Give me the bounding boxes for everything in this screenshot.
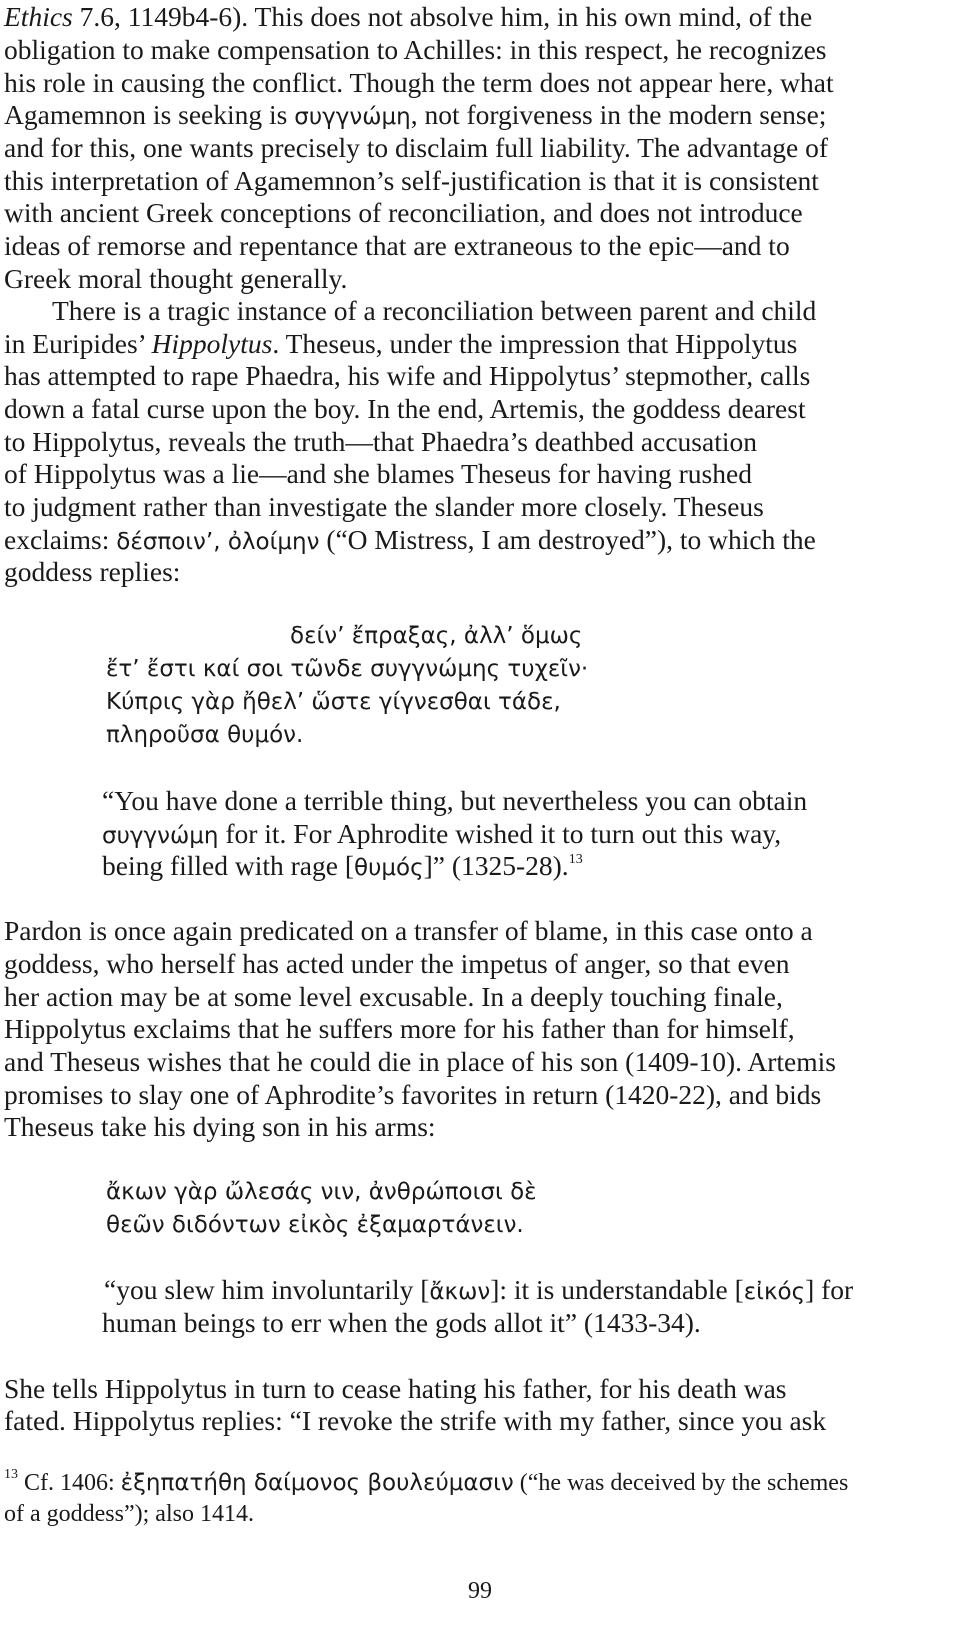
page-number: 99: [468, 1578, 492, 1604]
text-run: his role in causing the conflict. Though the term does not appear here, what: [4, 67, 834, 98]
translation-line: [102, 1306, 701, 1340]
text-run: for it. For Aphrodite wished it to turn out this way,: [218, 818, 782, 849]
greek-term: συγγνώμη: [294, 104, 411, 130]
paragraph-line: [4, 1404, 826, 1438]
text-run: being filled with rage [: [102, 850, 354, 881]
text-run: goddess, who herself has acted under the impetus of anger, so that even: [4, 948, 790, 979]
greek-term: εἰκός: [743, 1279, 806, 1305]
greek-verse-line: πληροῦσα θυμόν.: [106, 722, 304, 748]
paragraph-line: [4, 262, 347, 296]
paragraph-line: [4, 555, 180, 589]
footnote-line: [4, 1468, 848, 1498]
text-run: , not forgiveness in the modern sense;: [410, 99, 827, 130]
text-run: and Theseus wishes that he could die in place of his son (1409-10). Artemis: [4, 1046, 836, 1077]
text-run: to Hippolytus, reveals the truth—that Phaedra’s deathbed accusation: [4, 426, 757, 457]
text-run: (“he was deceived by the schemes: [513, 1470, 849, 1496]
italic-title: Ethics: [4, 1, 73, 32]
text-run: to judgment rather than investigate the slander more closely. Theseus: [4, 491, 764, 522]
text-run: of a goddess”); also 1414.: [4, 1501, 254, 1527]
greek-verse-line: Κύπρις γὰρ ἤθελ’ ὥστε γίγνεσθαι τάδε,: [106, 689, 561, 715]
text-run: down a fatal curse upon the boy. In the end, Artemis, the goddess dearest: [4, 393, 806, 424]
paragraph-line: [4, 392, 806, 426]
paragraph-line: [4, 490, 764, 524]
paragraph-line: [4, 359, 810, 393]
paragraph-line: [4, 1045, 836, 1079]
footnote-marker: 13: [4, 1467, 18, 1482]
text-run: goddess replies:: [4, 556, 181, 587]
text-run: and for this, one wants precisely to disclaim full liability. The advantage of: [4, 132, 829, 163]
text-run: with ancient Greek conceptions of reconciliation, and does not introduce: [4, 197, 803, 228]
paragraph-line: [4, 457, 752, 491]
paragraph-line: [4, 164, 819, 198]
paragraph-line: [4, 1372, 787, 1406]
greek-verse-line: ἔτ’ ἔστι καί σοι τῶνδε συγγνώμης τυχεῖν·: [106, 656, 589, 682]
greek-term: ἄκων: [429, 1279, 491, 1305]
text-run: has attempted to rape Phaedra, his wife and Hippolytus’ stepmother, calls: [4, 360, 811, 391]
translation-line: [102, 817, 781, 853]
text-run: this interpretation of Agamemnon’s self-justification is that it is consistent: [4, 165, 819, 196]
footnote-line: [4, 1499, 254, 1529]
translation-line: [104, 1273, 853, 1309]
text-run: 7.6, 1149b4-6). This does not absolve him, in his own mind, of the: [72, 1, 813, 32]
translation-line: [102, 849, 583, 885]
translation-line: [102, 784, 807, 818]
paragraph-line: [4, 196, 803, 230]
greek-verse-line: ἄκων γὰρ ὤλεσάς νιν, ἀνθρώποισι δὲ: [106, 1179, 537, 1205]
greek-verse-line: θεῶν διδόντων εἰκὸς ἐξαμαρτάνειν.: [106, 1212, 524, 1238]
text-run: Cf. 1406:: [18, 1470, 121, 1496]
paragraph-line: [4, 66, 834, 100]
text-run: exclaims:: [4, 524, 117, 555]
text-run: Theseus take his dying son in his arms:: [4, 1111, 436, 1142]
text-run: human beings to err when the gods allot it” (1433-34).: [102, 1307, 701, 1338]
text-run: fated. Hippolytus replies: “I revoke the strife with my father, since you ask: [4, 1405, 827, 1436]
paragraph-line: [4, 947, 789, 981]
greek-verse-line: δείν’ ἔπραξας, ἀλλ’ ὅμως: [290, 623, 583, 649]
text-run: (“O Mistress, I am destroyed”), to which the: [319, 524, 816, 555]
text-run: “You have done a terrible thing, but nevertheless you can obtain: [102, 785, 808, 816]
text-run: Pardon is once again predicated on a transfer of blame, in this case onto a: [4, 915, 813, 946]
paragraph-line: [52, 294, 816, 328]
text-run: of Hippolytus was a lie—and she blames Theseus for having rushed: [4, 458, 752, 489]
text-run: . Theseus, under the impression that Hippolytus: [272, 328, 798, 359]
paragraph-line: [4, 327, 797, 361]
greek-term: ἐξηπατήθη δαίμονος βουλεύμασιν: [120, 1470, 514, 1496]
text-run: ]: it is understandable [: [490, 1274, 744, 1305]
text-run: obligation to make compensation to Achilles: in this respect, he recognizes: [4, 34, 827, 65]
text-run: ]” (1325-28).: [423, 850, 569, 881]
paragraph-line: [4, 229, 790, 263]
text-run: “you slew him involuntarily [: [104, 1274, 430, 1305]
text-run: Greek moral thought generally.: [4, 263, 348, 294]
greek-term: θυμός: [354, 855, 424, 881]
paragraph-line: [4, 980, 783, 1014]
text-run: ] for: [805, 1274, 854, 1305]
text-run: Agamemnon is seeking is: [4, 99, 295, 130]
text-run: her action may be at some level excusable. In a deeply touching finale,: [4, 981, 783, 1012]
paragraph-line: [4, 1078, 821, 1112]
paragraph-line: [4, 98, 826, 134]
paragraph-line: [4, 1110, 436, 1144]
greek-term: δέσποιν’, ὀλοίμην: [116, 529, 320, 555]
paragraph-line: [4, 131, 828, 165]
text-run: ideas of remorse and repentance that are extraneous to the epic—and to: [4, 230, 790, 261]
paragraph-line: [4, 425, 757, 459]
text-run: Hippolytus exclaims that he suffers more for his father than for himself,: [4, 1013, 795, 1044]
paragraph-line: [4, 914, 813, 948]
paragraph-line: [4, 0, 812, 34]
paragraph-line: [4, 523, 816, 559]
text-run: There is a tragic instance of a reconciliation between parent and child: [52, 295, 817, 326]
paragraph-line: [4, 33, 827, 67]
italic-title: Hippolytus: [151, 328, 273, 359]
greek-term: συγγνώμη: [102, 823, 219, 849]
paragraph-line: [4, 1012, 795, 1046]
text-run: promises to slay one of Aphrodite’s favorites in return (1420-22), and bids: [4, 1079, 822, 1110]
text-run: She tells Hippolytus in turn to cease hating his father, for his death was: [4, 1373, 787, 1404]
footnote-reference: 13: [568, 852, 583, 867]
text-run: in Euripides’: [4, 328, 152, 359]
